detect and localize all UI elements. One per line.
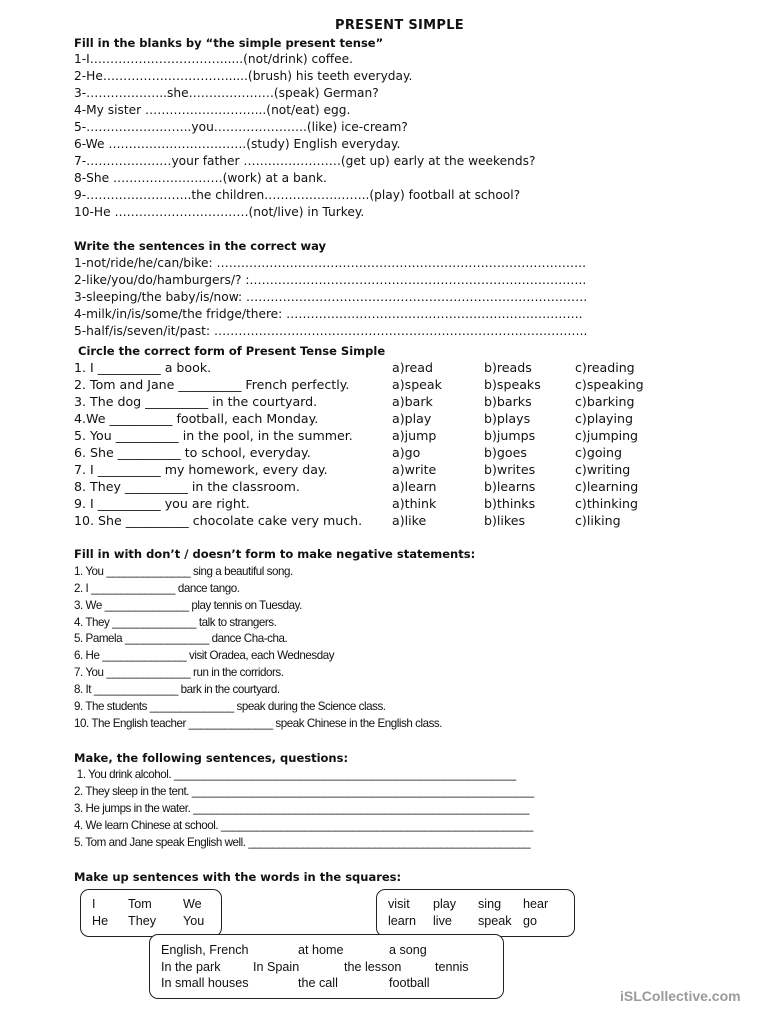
exercise-line: 6-We …………………………….(study) English everyday.	[74, 137, 401, 151]
option-b: b)barks	[484, 394, 532, 409]
exercise-line: 3. He jumps in the water. ________________________________________________________	[74, 802, 529, 815]
option-a: a)learn	[392, 479, 437, 494]
page-title: PRESENT SIMPLE	[335, 18, 464, 33]
option-b: b)writes	[484, 462, 536, 477]
mc-sentence: 6. She __________ to school, everyday.	[74, 445, 311, 460]
exercise-line: 1. You ______________ sing a beautiful song.	[74, 565, 293, 578]
exercise-line: 1-not/ride/he/can/bike: ……………………………………………………………………………….	[74, 256, 587, 270]
exercise-line: 7. You ______________ run in the corridors.	[74, 666, 284, 679]
exercise-line: 7-…………………your father ……………………(get up) early at the weekends?	[74, 154, 536, 168]
word: In the park	[161, 960, 221, 974]
word: football	[389, 976, 430, 990]
option-b: b)learns	[484, 479, 536, 494]
option-a: a)bark	[392, 394, 433, 409]
verbs-box	[376, 889, 575, 937]
exercise-line: 10-He ……………………………(not/live) in Turkey.	[74, 205, 365, 219]
word: hear	[523, 897, 549, 911]
mc-sentence: 3. The dog __________ in the courtyard.	[74, 394, 318, 409]
exercise-line: 3-sleeping/the baby/is/now: …………………………………………………………………………	[74, 290, 588, 304]
option-a: a)read	[392, 360, 433, 375]
option-b: b)thinks	[484, 496, 536, 511]
option-a: a)speak	[392, 377, 442, 392]
watermark: iSLCollective.com	[620, 988, 741, 1004]
option-a: a)play	[392, 411, 432, 426]
section2-heading: Write the sentences in the correct way	[74, 239, 326, 253]
exercise-line: 1-I…………………………….....(not/drink) coffee.	[74, 52, 353, 66]
exercise-line: 2-like/you/do/hamburgers/? :………………………………………………………………………..	[74, 273, 587, 287]
word: They	[128, 914, 156, 928]
option-c: c)going	[575, 445, 623, 460]
word: tennis	[435, 960, 469, 974]
option-c: c)learning	[575, 479, 639, 494]
exercise-line: 10. The English teacher ______________ speak Chinese in the English class.	[74, 717, 443, 730]
mc-sentence: 5. You __________ in the pool, in the summer.	[74, 428, 353, 443]
exercise-line: 9. The students ______________ speak during the Science class.	[74, 700, 386, 713]
word: visit	[388, 897, 410, 911]
mc-sentence: 1. I __________ a book.	[74, 360, 212, 375]
word: play	[433, 897, 457, 911]
word: English, French	[161, 943, 249, 957]
exercise-line: 5. Tom and Jane speak English well. _______________________________________________	[74, 836, 531, 849]
exercise-line: 4. They ______________ talk to strangers.	[74, 616, 277, 629]
section6-heading: Make up sentences with the words in the squares:	[74, 870, 402, 884]
option-c: c)speaking	[575, 377, 644, 392]
word: the lesson	[344, 960, 402, 974]
word: In small houses	[161, 976, 249, 990]
exercise-line: 8-She ………………………(work) at a bank.	[74, 171, 327, 185]
word: He	[92, 914, 109, 928]
section5-heading: Make, the following sentences, questions:	[74, 751, 349, 765]
word: the call	[298, 976, 338, 990]
exercise-line: 3-………………..she…………………(speak) German?	[74, 86, 379, 100]
option-c: c)thinking	[575, 496, 639, 511]
exercise-line: 9-……………………..the children……………………..(play) football at school?	[74, 188, 521, 202]
mc-sentence: 10. She __________ chocolate cake very much.	[74, 513, 363, 528]
option-a: a)like	[392, 513, 427, 528]
mc-sentence: 7. I __________ my homework, every day.	[74, 462, 328, 477]
word: I	[92, 897, 96, 911]
section1-heading: Fill in the blanks by “the simple present tense”	[74, 36, 384, 50]
word: a song	[389, 943, 427, 957]
word: You	[183, 914, 205, 928]
word: sing	[478, 897, 502, 911]
option-b: b)reads	[484, 360, 532, 375]
word: Tom	[128, 897, 152, 911]
option-c: c)playing	[575, 411, 633, 426]
word: We	[183, 897, 202, 911]
section3-heading: Circle the correct form of Present Tense Simple	[78, 344, 386, 358]
objects-box	[149, 934, 504, 999]
option-c: c)writing	[575, 462, 631, 477]
mc-sentence: 9. I __________ you are right.	[74, 496, 250, 511]
exercise-line: 2-He…………………………......(brush) his teeth everyday.	[74, 69, 413, 83]
word: go	[523, 914, 538, 928]
exercise-line: 4-milk/in/is/some/the fridge/there: ……………………………………………………………….	[74, 307, 583, 321]
option-b: b)goes	[484, 445, 527, 460]
option-a: a)write	[392, 462, 437, 477]
option-b: b)likes	[484, 513, 526, 528]
exercise-line: 2. I ______________ dance tango.	[74, 582, 240, 595]
option-c: c)liking	[575, 513, 621, 528]
word: In Spain	[253, 960, 300, 974]
option-a: a)think	[392, 496, 437, 511]
mc-sentence: 4.We __________ football, each Monday.	[74, 411, 319, 426]
exercise-line: 5-half/is/seven/it/past: ………………………………………………………………………………..	[74, 324, 588, 338]
option-b: b)plays	[484, 411, 531, 426]
exercise-line: 6. He ______________ visit Oradea, each Wednesday	[74, 649, 335, 662]
option-c: c)reading	[575, 360, 635, 375]
exercise-line: 5-……………………..you…………………..(like) ice-cream?	[74, 120, 408, 134]
option-c: c)jumping	[575, 428, 639, 443]
option-a: a)jump	[392, 428, 437, 443]
option-a: a)go	[392, 445, 421, 460]
exercise-line: 2. They sleep in the tent. _________________________________________________________	[74, 785, 534, 798]
exercise-line: 4. We learn Chinese at school. ____________________________________________________	[74, 819, 533, 832]
word: live	[433, 914, 452, 928]
section4-heading: Fill in with don’t / doesn’t form to make negative statements:	[74, 547, 476, 561]
option-c: c)barking	[575, 394, 635, 409]
exercise-line: 4-My sister ………………………...(not/eat) egg.	[74, 103, 351, 117]
word: learn	[388, 914, 417, 928]
exercise-line: 5. Pamela ______________ dance Cha-cha.	[74, 632, 288, 645]
word: at home	[298, 943, 344, 957]
option-b: b)speaks	[484, 377, 541, 392]
exercise-line: 1. You drink alcohol. _________________________________________________________	[74, 768, 516, 781]
exercise-line: 8. It ______________ bark in the courtyard.	[74, 683, 280, 696]
exercise-line: 3. We ______________ play tennis on Tuesday.	[74, 599, 302, 612]
option-b: b)jumps	[484, 428, 536, 443]
mc-sentence: 2. Tom and Jane __________ French perfectly.	[74, 377, 350, 392]
word: speak	[478, 914, 512, 928]
subjects-box	[80, 889, 222, 937]
mc-sentence: 8. They __________ in the classroom.	[74, 479, 300, 494]
